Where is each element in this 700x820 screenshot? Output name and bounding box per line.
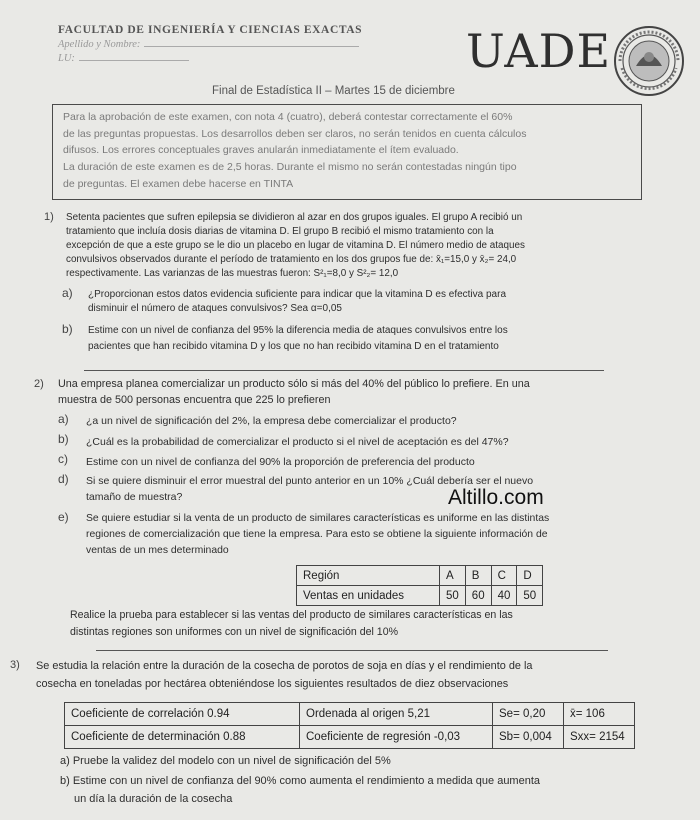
table-cell: A — [440, 566, 466, 586]
exam-title: Final de Estadística II – Martes 15 de diciembre — [212, 85, 455, 97]
q3-b-text: b) Estime con un nivel de confianza del 90% como aumenta el rendimiento a medida que aumenta — [60, 775, 541, 787]
table-cell: Se= 0,20 — [493, 703, 564, 726]
q1-b-label: b) — [62, 322, 73, 336]
q1-text-line: convulsivos observados durante el período de tratamiento en los dos grupos fue de: x̄₁=15,0 y x̄₂= 24,0 — [66, 254, 517, 265]
table-cell: Región — [297, 566, 440, 586]
table-cell: Ordenada al origen 5,21 — [300, 703, 493, 726]
q2-e-text: Se quiere estudiar si la venta de un producto de similares características es uniforme en las distintas — [86, 513, 550, 524]
q1-text-line: excepción de que a este grupo se le dio un placebo en lugar de vitamina D. El número medio de ataques — [66, 240, 525, 251]
table-row — [297, 566, 543, 586]
q2-a-text: ¿a un nivel de significación del 2%, la empresa debe comercializar el producto? — [86, 415, 457, 427]
q2-after-text: distintas regiones son uniformes con un nivel de significación del 10% — [70, 626, 399, 638]
q2-c-label: c) — [58, 452, 68, 466]
university-seal-icon — [612, 24, 686, 98]
table-cell: 50 — [517, 586, 543, 606]
q3-text-line: cosecha en toneladas por hectárea obteniéndose los siguientes resultados de diez observaciones — [36, 678, 509, 690]
q2-e-label: e) — [58, 510, 69, 524]
instruction-line: de las preguntas propuestas. Los desarrollos deben ser claros, no serán tenidos en cuenta cálculos — [63, 128, 527, 140]
question-1-number: 1) — [44, 211, 54, 223]
instruction-line: La duración de este examen es de 2,5 horas. Durante el mismo no serán contestadas ningún tipo — [63, 161, 517, 173]
question-2-number: 2) — [34, 378, 44, 390]
q2-a-label: a) — [58, 412, 69, 426]
table-cell: Sb= 0,004 — [493, 726, 564, 749]
question-3-number: 3) — [10, 659, 20, 671]
q3-a-text: a) Pruebe la validez del modelo con un nivel de significación del 5% — [60, 755, 391, 767]
q2-b-label: b) — [58, 432, 69, 446]
q2-c-text: Estime con un nivel de confianza del 90% la proporción de preferencia del producto — [86, 456, 475, 468]
q1-text-line: respectivamente. Las varianzas de las muestras fueron: S²₁=8,0 y S²₂= 12,0 — [66, 268, 399, 279]
q2-d-text: tamaño de muestra? — [86, 491, 183, 503]
sales-table — [296, 565, 543, 606]
table-cell: Sxx= 2154 — [564, 726, 635, 749]
table-cell: x̄= 106 — [564, 703, 635, 726]
table-row — [65, 703, 635, 726]
altillo-watermark: Altillo.com — [448, 486, 544, 509]
q2-after-text: Realice la prueba para establecer si las ventas del producto de similares características en las — [70, 609, 513, 621]
table-cell: Coeficiente de determinación 0.88 — [65, 726, 300, 749]
q1-b-text: pacientes que han recibido vitamina D y los que no han recibido vitamina D en el tratamiento — [88, 341, 499, 352]
faculty-name: FACULTAD DE INGENIERÍA Y CIENCIAS EXACTAS — [58, 24, 363, 36]
table-cell: 40 — [491, 586, 517, 606]
table-cell: B — [465, 566, 491, 586]
table-row — [65, 726, 635, 749]
table-cell: Coeficiente de regresión -0,03 — [300, 726, 493, 749]
q1-text-line: Setenta pacientes que sufren epilepsia se dividieron al azar en dos grupos iguales. El grupo A recibió un — [66, 212, 523, 223]
table-row — [297, 586, 543, 606]
table-cell: Coeficiente de correlación 0.94 — [65, 703, 300, 726]
instruction-line: difusos. Los errores conceptuales graves anularán inmediatamente el ítem evaluado. — [63, 144, 459, 156]
separator-line — [84, 370, 604, 371]
lu-field-label: LU: — [58, 53, 189, 64]
name-field-label: Apellido y Nombre: — [58, 39, 359, 50]
uade-logo: UADE — [466, 24, 612, 78]
table-cell: D — [517, 566, 543, 586]
q2-d-text: Si se quiere disminuir el error muestral del punto anterior en un 10% ¿Cuál debería ser el nuevo — [86, 475, 534, 487]
q1-a-text: disminuir el número de ataques convulsivos? Sea α=0,05 — [88, 303, 342, 314]
q2-b-text: ¿Cuál es la probabilidad de comercializar el producto si el nivel de aceptación es del 47%? — [86, 436, 509, 448]
q2-text-line: Una empresa planea comercializar un producto sólo si más del 40% del público lo prefiere. En una — [58, 378, 530, 390]
q1-a-label: a) — [62, 286, 73, 300]
q1-b-text: Estime con un nivel de confianza del 95% la diferencia media de ataques convulsivos entre los — [88, 325, 508, 336]
instructions-box — [52, 104, 642, 200]
instruction-line: de preguntas. El examen debe hacerse en TINTA — [63, 178, 294, 190]
instruction-line: Para la aprobación de este examen, con nota 4 (cuatro), deberá contestar correctamente el 60% — [63, 111, 513, 123]
q2-text-line: muestra de 500 personas encuentra que 225 lo prefieren — [58, 394, 331, 406]
table-cell: C — [491, 566, 517, 586]
q1-a-text: ¿Proporcionan estos datos evidencia suficiente para indicar que la vitamina D es efectiva para — [88, 289, 507, 300]
q3-b-text: un día la duración de la cosecha — [74, 793, 233, 805]
q2-d-label: d) — [58, 472, 69, 486]
regression-table — [64, 702, 635, 749]
separator-line — [96, 650, 608, 651]
q1-text-line: tratamiento que incluía dosis diarias de vitamina D. El grupo B recibió el mismo tratamiento con la — [66, 226, 494, 237]
table-cell: Ventas en unidades — [297, 586, 440, 606]
q2-e-text: ventas de un mes determinado — [86, 545, 229, 556]
table-cell: 60 — [465, 586, 491, 606]
q2-e-text: regiones de comercialización que tiene la empresa. Para esto se obtiene la siguiente información de — [86, 529, 548, 540]
q3-text-line: Se estudia la relación entre la duración de la cosecha de porotos de soja en días y el rendimiento de la — [36, 660, 533, 672]
table-cell: 50 — [440, 586, 466, 606]
